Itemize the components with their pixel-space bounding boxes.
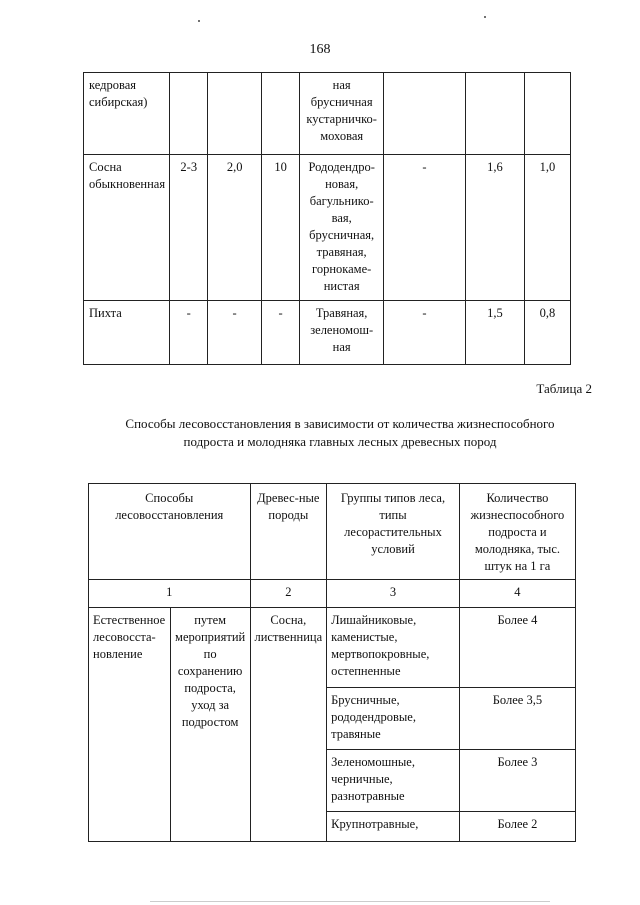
table-title: Способы лесовосстановления в зависимости от количества жизнеспособного подроста и молодняка главных лесных древесных пород [125, 416, 555, 449]
table-cell: 1,0 [524, 155, 570, 301]
forest-group-cell: Брусничные, рододендровые, травяные [327, 688, 460, 750]
quantity-cell: Более 2 [459, 812, 575, 842]
table-caption: Таблица 2 [536, 381, 592, 396]
column-number-row [89, 580, 576, 608]
column-number: 2 [250, 580, 327, 608]
forest-type-cell: Рододендро-новая, багульнико-вая, брусничная, травяная, горнокаме-нистая [300, 155, 384, 301]
table-cell: - [261, 301, 299, 365]
method-sub-cell: путем мероприятий по сохранению подроста, уход за подростом [170, 608, 250, 842]
method-main-cell: Естественное лесовосста-новление [89, 608, 171, 842]
column-number: 4 [459, 580, 575, 608]
species-cell: кедровая сибирская) [84, 73, 170, 155]
forest-type-cell: ная брусничная кустарничко-моховая [300, 73, 384, 155]
table-cell [208, 73, 261, 155]
table-row [84, 155, 571, 301]
column-number: 3 [327, 580, 460, 608]
table-cell: 1,5 [465, 301, 524, 365]
table-cell: - [383, 301, 465, 365]
species-cell: Пихта [84, 301, 170, 365]
table-cell: 2-3 [170, 155, 208, 301]
table-cell [524, 73, 570, 155]
table-cell: 2,0 [208, 155, 261, 301]
table-cell: - [208, 301, 261, 365]
header-forest-groups: Группы типов леса, типы лесорастительных условий [327, 484, 460, 580]
table-cell [261, 73, 299, 155]
table-row [89, 608, 576, 688]
scan-speck [484, 16, 486, 18]
table-cell: - [170, 301, 208, 365]
forest-type-cell: Травяная, зеленомош-ная [300, 301, 384, 365]
header-species: Древес-ные породы [250, 484, 327, 580]
species-table-continued [83, 72, 571, 365]
page-bottom-edge [150, 901, 550, 902]
header-quantity: Количество жизнеспособного подроста и молодняка, тыс. штук на 1 га [459, 484, 575, 580]
scan-speck [198, 20, 200, 22]
forest-group-cell: Крупнотравные, [327, 812, 460, 842]
table-row [84, 73, 571, 155]
table-cell: 0,8 [524, 301, 570, 365]
table-cell: 1,6 [465, 155, 524, 301]
table-row [84, 301, 571, 365]
table-cell: - [383, 155, 465, 301]
table-header-row [89, 484, 576, 580]
species-cell: Сосна обыкновенная [84, 155, 170, 301]
quantity-cell: Более 4 [459, 608, 575, 688]
table-cell [170, 73, 208, 155]
table-cell [383, 73, 465, 155]
forest-group-cell: Лишайниковые, каменистые, мертвопокровные, остепненные [327, 608, 460, 688]
table-cell [465, 73, 524, 155]
table-cell: 10 [261, 155, 299, 301]
forest-group-cell: Зеленомошные, черничные, разнотравные [327, 750, 460, 812]
species-cell: Сосна, лиственница [250, 608, 327, 842]
column-number: 1 [89, 580, 251, 608]
page-number: 168 [309, 42, 331, 57]
header-methods: Способы лесовосстановления [89, 484, 251, 580]
quantity-cell: Более 3,5 [459, 688, 575, 750]
reforestation-methods-table [88, 483, 576, 842]
quantity-cell: Более 3 [459, 750, 575, 812]
